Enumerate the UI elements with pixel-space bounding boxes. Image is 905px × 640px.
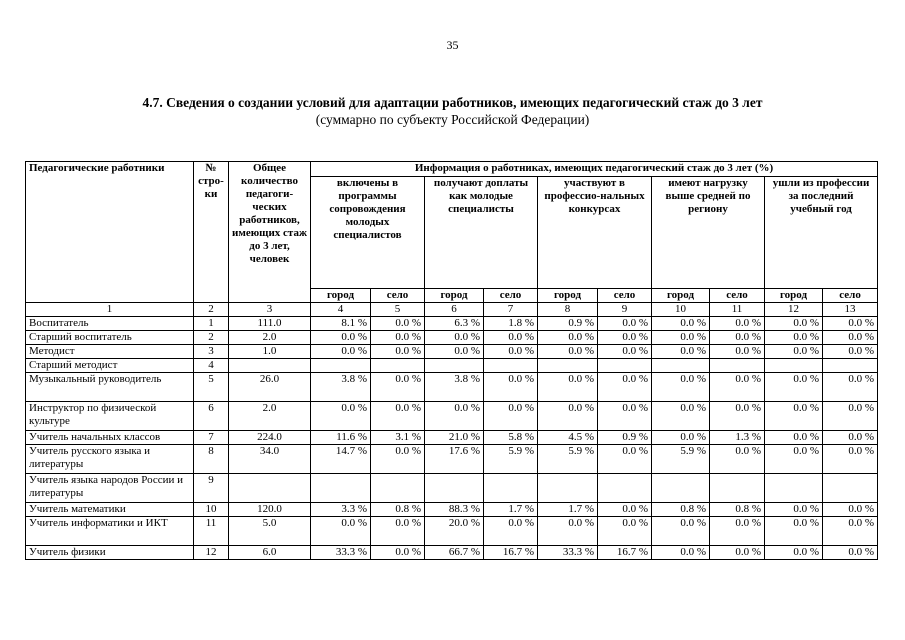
- percent-cell: 0.0 %: [598, 445, 652, 474]
- column-number: 9: [598, 303, 652, 317]
- percent-cell: 1.7 %: [484, 503, 538, 517]
- percent-cell: 17.6 %: [425, 445, 484, 474]
- percent-cell: 0.0 %: [652, 546, 710, 560]
- table-row: [26, 331, 878, 345]
- table-row: [26, 431, 878, 445]
- row-number-cell: 2: [194, 331, 229, 345]
- header-village: село: [710, 289, 765, 303]
- percent-cell: [823, 359, 878, 373]
- column-number: 4: [311, 303, 371, 317]
- percent-cell: 0.0 %: [484, 517, 538, 546]
- percent-cell: 0.0 %: [484, 402, 538, 431]
- percent-cell: 0.0 %: [823, 317, 878, 331]
- percent-cell: 0.0 %: [652, 517, 710, 546]
- row-number-cell: 6: [194, 402, 229, 431]
- header-village: село: [598, 289, 652, 303]
- percent-cell: 0.0 %: [765, 331, 823, 345]
- percent-cell: 4.5 %: [538, 431, 598, 445]
- row-number-cell: 7: [194, 431, 229, 445]
- percent-cell: 0.0 %: [425, 402, 484, 431]
- percent-cell: 1.8 %: [484, 317, 538, 331]
- row-number-cell: 12: [194, 546, 229, 560]
- column-number-row: [26, 303, 878, 317]
- percent-cell: 0.0 %: [823, 445, 878, 474]
- percent-cell: 0.0 %: [765, 402, 823, 431]
- percent-cell: 0.0 %: [598, 317, 652, 331]
- percent-cell: [765, 359, 823, 373]
- percent-cell: 0.0 %: [823, 331, 878, 345]
- percent-cell: 5.9 %: [538, 445, 598, 474]
- table-row: [26, 503, 878, 517]
- percent-cell: [598, 474, 652, 503]
- column-number: 11: [710, 303, 765, 317]
- percent-cell: 0.0 %: [710, 331, 765, 345]
- staff-name-cell: Старший воспитатель: [26, 331, 194, 345]
- table-row: [26, 474, 878, 503]
- staff-name-cell: Учитель математики: [26, 503, 194, 517]
- percent-cell: 0.0 %: [598, 402, 652, 431]
- percent-cell: 0.0 %: [598, 517, 652, 546]
- percent-cell: 0.0 %: [710, 445, 765, 474]
- percent-cell: 0.9 %: [538, 317, 598, 331]
- percent-cell: [425, 474, 484, 503]
- percent-cell: 0.0 %: [710, 317, 765, 331]
- staff-name-cell: Учитель начальных классов: [26, 431, 194, 445]
- total-cell: 34.0: [229, 445, 311, 474]
- column-number: 13: [823, 303, 878, 317]
- percent-cell: 0.0 %: [598, 345, 652, 359]
- percent-cell: 66.7 %: [425, 546, 484, 560]
- percent-cell: [652, 359, 710, 373]
- percent-cell: 3.8 %: [425, 373, 484, 402]
- header-city: город: [538, 289, 598, 303]
- header-row-number: № стро-ки: [194, 162, 229, 303]
- percent-cell: 0.0 %: [538, 345, 598, 359]
- staff-name-cell: Воспитатель: [26, 317, 194, 331]
- header-group: Информация о работниках, имеющих педагогический стаж до 3 лет (%): [311, 162, 878, 177]
- percent-cell: 0.0 %: [765, 445, 823, 474]
- percent-cell: 0.0 %: [652, 331, 710, 345]
- total-cell: 111.0: [229, 317, 311, 331]
- row-number-cell: 8: [194, 445, 229, 474]
- percent-cell: 0.0 %: [425, 331, 484, 345]
- header-workload: имеют нагрузку выше средней по региону: [652, 177, 765, 289]
- percent-cell: 0.0 %: [823, 517, 878, 546]
- column-number: 5: [371, 303, 425, 317]
- percent-cell: [311, 474, 371, 503]
- percent-cell: 6.3 %: [425, 317, 484, 331]
- percent-cell: 0.0 %: [425, 345, 484, 359]
- percent-cell: 0.0 %: [765, 503, 823, 517]
- percent-cell: 20.0 %: [425, 517, 484, 546]
- percent-cell: 88.3 %: [425, 503, 484, 517]
- total-cell: 5.0: [229, 517, 311, 546]
- percent-cell: 0.0 %: [371, 546, 425, 560]
- table-row: [26, 517, 878, 546]
- percent-cell: 0.0 %: [484, 345, 538, 359]
- percent-cell: 0.0 %: [371, 445, 425, 474]
- row-number-cell: 5: [194, 373, 229, 402]
- percent-cell: 0.0 %: [765, 345, 823, 359]
- percent-cell: 0.9 %: [598, 431, 652, 445]
- percent-cell: 0.8 %: [652, 503, 710, 517]
- percent-cell: 3.3 %: [311, 503, 371, 517]
- staff-name-cell: Учитель языка народов России и литературы: [26, 474, 194, 503]
- percent-cell: 0.0 %: [311, 331, 371, 345]
- table-row: [26, 345, 878, 359]
- percent-cell: 0.0 %: [484, 331, 538, 345]
- percent-cell: 0.0 %: [371, 331, 425, 345]
- header-village: село: [823, 289, 878, 303]
- percent-cell: 0.0 %: [538, 373, 598, 402]
- column-number: 1: [26, 303, 194, 317]
- percent-cell: 0.0 %: [823, 373, 878, 402]
- header-staff: Педагогические работники: [26, 162, 194, 303]
- percent-cell: 0.0 %: [598, 373, 652, 402]
- percent-cell: [538, 474, 598, 503]
- total-cell: 26.0: [229, 373, 311, 402]
- table-row: [26, 359, 878, 373]
- percent-cell: 21.0 %: [425, 431, 484, 445]
- header-village: село: [371, 289, 425, 303]
- percent-cell: 0.0 %: [652, 345, 710, 359]
- header-city: город: [652, 289, 710, 303]
- page-number: 35: [446, 38, 459, 52]
- percent-cell: [652, 474, 710, 503]
- header-village: село: [484, 289, 538, 303]
- percent-cell: 0.0 %: [538, 402, 598, 431]
- percent-cell: 0.0 %: [311, 517, 371, 546]
- percent-cell: 8.1 %: [311, 317, 371, 331]
- percent-cell: 0.8 %: [710, 503, 765, 517]
- total-cell: 2.0: [229, 331, 311, 345]
- header-city: город: [425, 289, 484, 303]
- total-cell: 224.0: [229, 431, 311, 445]
- percent-cell: 0.0 %: [823, 431, 878, 445]
- total-cell: [229, 474, 311, 503]
- percent-cell: [823, 474, 878, 503]
- percent-cell: 0.0 %: [371, 317, 425, 331]
- percent-cell: [598, 359, 652, 373]
- table-row: [26, 546, 878, 560]
- table-row: [26, 373, 878, 402]
- percent-cell: 0.0 %: [484, 373, 538, 402]
- staff-name-cell: Методист: [26, 345, 194, 359]
- percent-cell: 0.0 %: [765, 373, 823, 402]
- percent-cell: 0.0 %: [710, 345, 765, 359]
- header-city: город: [311, 289, 371, 303]
- column-number: 3: [229, 303, 311, 317]
- percent-cell: 0.0 %: [765, 317, 823, 331]
- table-body: [26, 317, 878, 560]
- table-row: [26, 402, 878, 431]
- column-number: 10: [652, 303, 710, 317]
- percent-cell: [425, 359, 484, 373]
- section-subtitle: (суммарно по субъекту Российской Федерации): [315, 112, 590, 127]
- percent-cell: 0.0 %: [823, 503, 878, 517]
- percent-cell: 16.7 %: [598, 546, 652, 560]
- percent-cell: 0.0 %: [823, 345, 878, 359]
- staff-name-cell: Учитель физики: [26, 546, 194, 560]
- percent-cell: 0.0 %: [710, 546, 765, 560]
- percent-cell: 1.3 %: [710, 431, 765, 445]
- column-number: 8: [538, 303, 598, 317]
- percent-cell: [765, 474, 823, 503]
- percent-cell: [311, 359, 371, 373]
- percent-cell: [538, 359, 598, 373]
- staff-name-cell: Учитель русского языка и литературы: [26, 445, 194, 474]
- percent-cell: 11.6 %: [311, 431, 371, 445]
- header-allowances: получают доплаты как молодые специалисты: [425, 177, 538, 289]
- percent-cell: [710, 359, 765, 373]
- percent-cell: 3.8 %: [311, 373, 371, 402]
- percent-cell: 14.7 %: [311, 445, 371, 474]
- header-left-profession: ушли из профессии за последний учебный год: [765, 177, 878, 289]
- percent-cell: [484, 474, 538, 503]
- total-cell: 2.0: [229, 402, 311, 431]
- percent-cell: 0.0 %: [710, 373, 765, 402]
- percent-cell: 1.7 %: [538, 503, 598, 517]
- percent-cell: 0.0 %: [538, 331, 598, 345]
- table-row: [26, 445, 878, 474]
- staff-name-cell: Музыкальный руководитель: [26, 373, 194, 402]
- header-programs: включены в программы сопровождения молодых специалистов: [311, 177, 425, 289]
- total-cell: 1.0: [229, 345, 311, 359]
- percent-cell: 0.0 %: [311, 402, 371, 431]
- percent-cell: 0.0 %: [823, 402, 878, 431]
- percent-cell: 16.7 %: [484, 546, 538, 560]
- total-cell: 6.0: [229, 546, 311, 560]
- row-number-cell: 9: [194, 474, 229, 503]
- percent-cell: [371, 474, 425, 503]
- staff-name-cell: Инструктор по физической культуре: [26, 402, 194, 431]
- percent-cell: 0.0 %: [823, 546, 878, 560]
- header-total: Общее количество педагоги-ческих работников, имеющих стаж до 3 лет, человек: [229, 162, 311, 303]
- table-row: [26, 317, 878, 331]
- percent-cell: 0.0 %: [652, 402, 710, 431]
- percent-cell: 0.0 %: [371, 373, 425, 402]
- percent-cell: 0.0 %: [652, 373, 710, 402]
- percent-cell: 0.0 %: [765, 431, 823, 445]
- percent-cell: 0.0 %: [652, 431, 710, 445]
- percent-cell: 0.0 %: [311, 345, 371, 359]
- percent-cell: 33.3 %: [311, 546, 371, 560]
- column-number: 7: [484, 303, 538, 317]
- percent-cell: 0.0 %: [371, 402, 425, 431]
- row-number-cell: 1: [194, 317, 229, 331]
- percent-cell: 5.9 %: [484, 445, 538, 474]
- percent-cell: 0.0 %: [710, 402, 765, 431]
- column-number: 12: [765, 303, 823, 317]
- column-number: 2: [194, 303, 229, 317]
- percent-cell: 0.8 %: [371, 503, 425, 517]
- row-number-cell: 11: [194, 517, 229, 546]
- percent-cell: [710, 474, 765, 503]
- section-title: 4.7. Сведения о создании условий для адаптации работников, имеющих педагогический стаж до 3 лет: [142, 95, 763, 110]
- header-city: город: [765, 289, 823, 303]
- header-contests: участвуют в профессио-нальных конкурсах: [538, 177, 652, 289]
- percent-cell: 0.0 %: [710, 517, 765, 546]
- total-cell: [229, 359, 311, 373]
- percent-cell: 33.3 %: [538, 546, 598, 560]
- percent-cell: 0.0 %: [538, 517, 598, 546]
- percent-cell: 0.0 %: [371, 517, 425, 546]
- percent-cell: 0.0 %: [652, 317, 710, 331]
- percent-cell: 5.9 %: [652, 445, 710, 474]
- percent-cell: 0.0 %: [765, 546, 823, 560]
- percent-cell: [484, 359, 538, 373]
- percent-cell: 0.0 %: [598, 331, 652, 345]
- percent-cell: 0.0 %: [598, 503, 652, 517]
- percent-cell: [371, 359, 425, 373]
- percent-cell: 3.1 %: [371, 431, 425, 445]
- staff-name-cell: Старший методист: [26, 359, 194, 373]
- row-number-cell: 10: [194, 503, 229, 517]
- row-number-cell: 3: [194, 345, 229, 359]
- total-cell: 120.0: [229, 503, 311, 517]
- percent-cell: 0.0 %: [371, 345, 425, 359]
- percent-cell: 0.0 %: [765, 517, 823, 546]
- staff-adaptation-table: [25, 161, 878, 560]
- row-number-cell: 4: [194, 359, 229, 373]
- staff-name-cell: Учитель информатики и ИКТ: [26, 517, 194, 546]
- column-number: 6: [425, 303, 484, 317]
- percent-cell: 5.8 %: [484, 431, 538, 445]
